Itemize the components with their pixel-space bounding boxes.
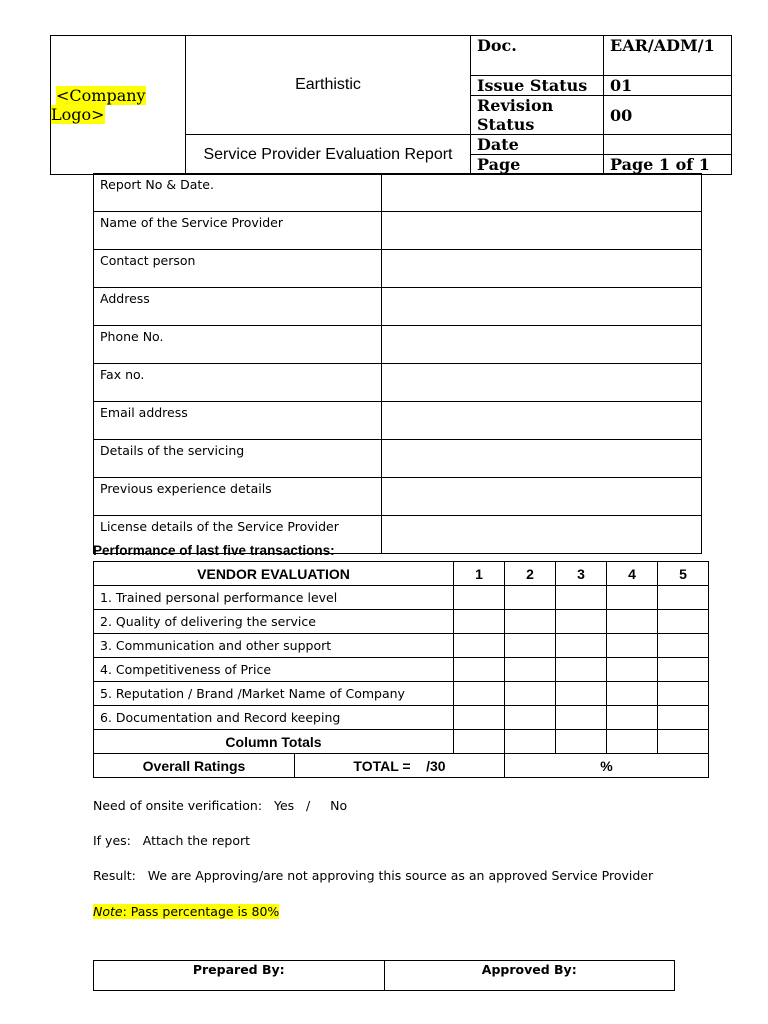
meta-value: Page 1 of 1 [604, 155, 732, 175]
meta-label: Doc. [471, 36, 604, 76]
detail-label: Email address [94, 402, 382, 440]
detail-label: Report No & Date. [94, 174, 382, 212]
criteria-row [94, 586, 709, 610]
detail-value[interactable] [382, 326, 702, 364]
provider-details-table [93, 173, 702, 554]
column-totals-row [94, 730, 709, 754]
detail-row [94, 212, 702, 250]
meta-label: Revision Status [471, 96, 604, 135]
prepared-by-cell[interactable]: Prepared By: [94, 961, 385, 991]
rating-cell[interactable] [607, 634, 658, 658]
rating-cell[interactable] [505, 586, 556, 610]
rating-cell[interactable] [658, 610, 709, 634]
detail-label: License details of the Service Provider [94, 516, 382, 554]
rating-cell[interactable] [556, 682, 607, 706]
total-cell[interactable] [505, 730, 556, 754]
rating-column-header: 5 [658, 562, 709, 586]
onsite-verification-text: Need of onsite verification: Yes / No [93, 798, 348, 813]
rating-cell[interactable] [454, 610, 505, 634]
criteria-row [94, 634, 709, 658]
rating-cell[interactable] [658, 682, 709, 706]
document-title: Service Provider Evaluation Report [186, 135, 471, 175]
percent-score: % [505, 754, 709, 778]
rating-cell[interactable] [505, 682, 556, 706]
rating-cell[interactable] [454, 586, 505, 610]
criteria-label: 1. Trained personal performance level [94, 586, 454, 610]
meta-label: Date [471, 135, 604, 155]
detail-row [94, 364, 702, 402]
detail-value[interactable] [382, 212, 702, 250]
rating-cell[interactable] [658, 706, 709, 730]
total-score: TOTAL = /30 [295, 754, 505, 778]
note-label: Note [93, 904, 123, 919]
detail-label: Details of the servicing [94, 440, 382, 478]
criteria-row [94, 706, 709, 730]
rating-cell[interactable] [505, 610, 556, 634]
signature-table [93, 960, 675, 991]
detail-row [94, 288, 702, 326]
criteria-label: 6. Documentation and Record keeping [94, 706, 454, 730]
vendor-evaluation-header: VENDOR EVALUATION [94, 562, 454, 586]
rating-cell[interactable] [505, 706, 556, 730]
detail-value[interactable] [382, 516, 702, 554]
overall-ratings-row [94, 754, 709, 778]
meta-label: Issue Status [471, 76, 604, 96]
pass-percentage-note [93, 904, 279, 919]
detail-row [94, 174, 702, 212]
rating-cell[interactable] [658, 658, 709, 682]
rating-cell[interactable] [607, 586, 658, 610]
detail-row [94, 478, 702, 516]
detail-value[interactable] [382, 174, 702, 212]
detail-row [94, 326, 702, 364]
rating-cell[interactable] [607, 658, 658, 682]
total-cell[interactable] [607, 730, 658, 754]
detail-label: Name of the Service Provider [94, 212, 382, 250]
criteria-label: 2. Quality of delivering the service [94, 610, 454, 634]
total-cell[interactable] [658, 730, 709, 754]
rating-column-header: 4 [607, 562, 658, 586]
rating-cell[interactable] [556, 610, 607, 634]
evaluation-header-row [94, 562, 709, 586]
meta-value: 00 [604, 96, 732, 135]
rating-column-header: 2 [505, 562, 556, 586]
overall-ratings-label: Overall Ratings [94, 754, 295, 778]
criteria-label: 5. Reputation / Brand /Market Name of Company [94, 682, 454, 706]
rating-cell[interactable] [556, 586, 607, 610]
criteria-row [94, 610, 709, 634]
detail-label: Fax no. [94, 364, 382, 402]
column-totals-label: Column Totals [94, 730, 454, 754]
rating-cell[interactable] [454, 682, 505, 706]
criteria-label: 3. Communication and other support [94, 634, 454, 658]
detail-label: Contact person [94, 250, 382, 288]
detail-value[interactable] [382, 364, 702, 402]
total-cell[interactable] [556, 730, 607, 754]
rating-cell[interactable] [556, 658, 607, 682]
note-text: : Pass percentage is 80% [122, 904, 280, 919]
meta-label: Page [471, 155, 604, 175]
rating-cell[interactable] [454, 706, 505, 730]
rating-cell[interactable] [607, 682, 658, 706]
meta-value: EAR/ADM/1 [604, 36, 732, 76]
rating-column-header: 1 [454, 562, 505, 586]
detail-value[interactable] [382, 440, 702, 478]
meta-value: 01 [604, 76, 732, 96]
rating-cell[interactable] [505, 634, 556, 658]
meta-value [604, 135, 732, 155]
detail-value[interactable] [382, 478, 702, 516]
criteria-row [94, 658, 709, 682]
rating-cell[interactable] [505, 658, 556, 682]
rating-cell[interactable] [658, 586, 709, 610]
approved-by-cell[interactable]: Approved By: [384, 961, 675, 991]
result-text: Result: We are Approving/are not approving this source as an approved Service Provider [93, 868, 654, 883]
rating-cell[interactable] [556, 634, 607, 658]
rating-column-header: 3 [556, 562, 607, 586]
if-yes-text: If yes: Attach the report [93, 833, 251, 848]
company-logo-placeholder: <Company Logo> [51, 86, 146, 124]
detail-row [94, 402, 702, 440]
detail-value[interactable] [382, 250, 702, 288]
criteria-row [94, 682, 709, 706]
document-header [50, 35, 732, 175]
detail-label: Previous experience details [94, 478, 382, 516]
rating-cell[interactable] [556, 706, 607, 730]
logo-cell [51, 36, 186, 175]
company-name: Earthistic [186, 36, 471, 135]
detail-row [94, 440, 702, 478]
rating-cell[interactable] [454, 634, 505, 658]
detail-value[interactable] [382, 288, 702, 326]
detail-value[interactable] [382, 402, 702, 440]
detail-label: Address [94, 288, 382, 326]
performance-heading: Performance of last five transactions: [93, 543, 335, 558]
rating-cell[interactable] [607, 706, 658, 730]
total-cell[interactable] [454, 730, 505, 754]
detail-row [94, 250, 702, 288]
rating-cell[interactable] [607, 610, 658, 634]
detail-label: Phone No. [94, 326, 382, 364]
criteria-label: 4. Competitiveness of Price [94, 658, 454, 682]
vendor-evaluation-table [93, 561, 709, 778]
rating-cell[interactable] [454, 658, 505, 682]
rating-cell[interactable] [658, 634, 709, 658]
